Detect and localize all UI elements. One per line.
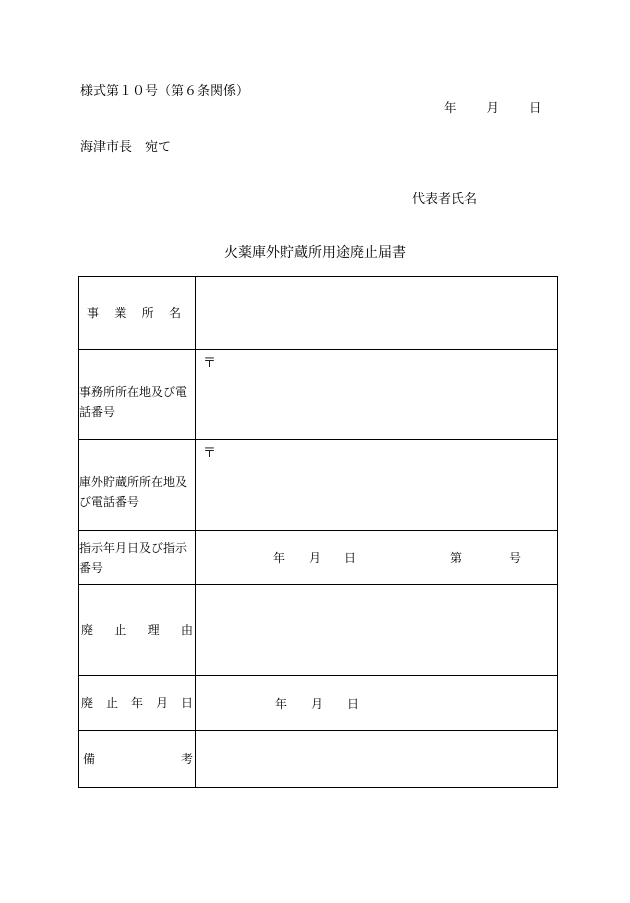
row-abolish-date bbox=[79, 676, 558, 731]
date-day-label: 日 bbox=[529, 100, 542, 115]
abolish-year-label: 年 bbox=[275, 697, 288, 711]
abolish-month-label: 月 bbox=[311, 697, 324, 711]
reason-field[interactable] bbox=[196, 585, 558, 676]
office-address-field[interactable] bbox=[196, 350, 558, 440]
instruction-label: 指示年月日及び指示番号 bbox=[79, 531, 196, 585]
row-remarks bbox=[79, 731, 558, 788]
label-char: 止 bbox=[105, 696, 118, 710]
business-name-field[interactable] bbox=[196, 277, 558, 350]
document-title: 火薬庫外貯蔵所用途廃止届書 bbox=[224, 245, 406, 261]
label-char: 廃 bbox=[81, 623, 94, 637]
storage-address-field[interactable] bbox=[196, 440, 558, 531]
form-number: 様式第１０号（第６条関係） bbox=[80, 84, 250, 99]
label-char: 日 bbox=[180, 696, 193, 710]
label-char: 考 bbox=[180, 752, 193, 766]
postal-mark-icon: 〒 bbox=[203, 356, 217, 371]
label-char: 事 bbox=[87, 306, 100, 320]
notification-form-table bbox=[78, 276, 558, 788]
row-storage-address bbox=[79, 440, 558, 531]
business-name-label bbox=[79, 277, 196, 350]
label-char: 月 bbox=[155, 696, 168, 710]
row-office-address bbox=[79, 350, 558, 440]
label-char: 名 bbox=[168, 306, 181, 320]
postal-mark-icon: 〒 bbox=[203, 446, 217, 461]
row-reason bbox=[79, 585, 558, 676]
date-year-label: 年 bbox=[444, 100, 457, 115]
remarks-label bbox=[79, 731, 196, 788]
label-char: 備 bbox=[83, 752, 96, 766]
row-business-name bbox=[79, 277, 558, 350]
instruction-number-prefix: 第 bbox=[450, 551, 463, 565]
office-address-label: 事務所所在地及び電話番号 bbox=[79, 350, 196, 440]
row-instruction bbox=[79, 531, 558, 585]
abolish-date-field[interactable] bbox=[196, 676, 558, 731]
addressee: 海津市長 宛て bbox=[80, 140, 172, 155]
abolish-date-label bbox=[79, 676, 196, 731]
reason-label bbox=[79, 585, 196, 676]
date-month-label: 月 bbox=[486, 100, 500, 115]
label-char: 止 bbox=[114, 623, 127, 637]
instruction-month-label: 月 bbox=[309, 551, 322, 565]
instruction-day-label: 日 bbox=[344, 551, 357, 565]
label-char: 年 bbox=[130, 696, 143, 710]
label-char: 廃 bbox=[81, 696, 94, 710]
instruction-year-label: 年 bbox=[273, 551, 286, 565]
label-char: 所 bbox=[141, 306, 154, 320]
storage-address-label: 庫外貯蔵所所在地及び電話番号 bbox=[79, 440, 196, 531]
label-char: 由 bbox=[180, 623, 193, 637]
representative-name-label: 代表者氏名 bbox=[412, 192, 478, 207]
abolish-day-label: 日 bbox=[347, 697, 360, 711]
submission-date bbox=[444, 98, 542, 116]
instruction-number-suffix: 号 bbox=[509, 551, 522, 565]
label-char: 業 bbox=[114, 306, 127, 320]
remarks-field[interactable] bbox=[196, 731, 558, 788]
instruction-field[interactable] bbox=[196, 531, 558, 585]
label-char: 理 bbox=[147, 623, 160, 637]
